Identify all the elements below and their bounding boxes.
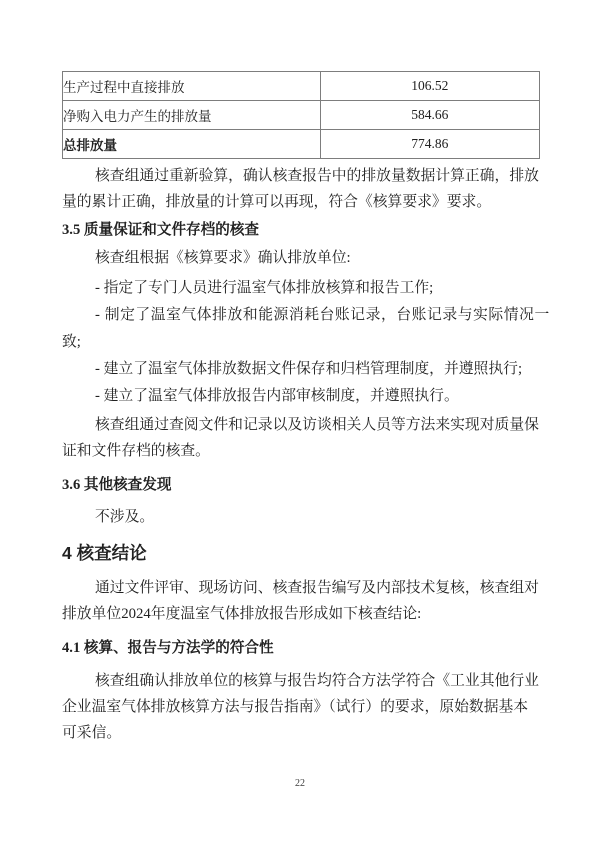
emissions-table bbox=[62, 71, 540, 159]
table-row-total bbox=[63, 130, 540, 159]
table-cell-label: 生产过程中直接排放 bbox=[63, 72, 321, 101]
paragraph-line: 量的累计正确，排放量的计算可以再现，符合《核算要求》要求。 bbox=[62, 194, 492, 210]
table-cell-value: 584.66 bbox=[320, 101, 540, 130]
paragraph-line: 通过文件评审、现场访问、核查报告编写及内部技术复核，核查组对 bbox=[95, 580, 539, 596]
paragraph-line: 核查组确认排放单位的核算与报告均符合方法学符合《工业其他行业 bbox=[95, 673, 539, 689]
paragraph-line: 核查组通过重新验算，确认核查报告中的排放量数据计算正确，排放 bbox=[95, 168, 539, 184]
chapter-heading-4: 4 核查结论 bbox=[62, 543, 147, 563]
list-item: - 指定了专门人员进行温室气体排放核算和报告工作; bbox=[95, 280, 434, 296]
section-heading-3-5: 3.5 质量保证和文件存档的核查 bbox=[62, 222, 260, 238]
paragraph-conclusion bbox=[62, 575, 540, 627]
paragraph-recheck bbox=[62, 163, 540, 215]
section-heading-4-1: 4.1 核算、报告与方法学的符合性 bbox=[62, 640, 274, 656]
page-number: 22 bbox=[295, 778, 305, 789]
list-item: - 制定了温室气体排放和能源消耗台账记录，台账记录与实际情况一 bbox=[95, 307, 550, 323]
list-item: - 建立了温室气体排放报告内部审核制度，并遵照执行。 bbox=[95, 388, 459, 404]
paragraph-line: 企业温室气体排放核算方法与报告指南》（试行）的要求，原始数据基本 bbox=[62, 699, 529, 715]
section-heading-3-6: 3.6 其他核查发现 bbox=[62, 477, 172, 493]
paragraph-basis: 核查组根据《核算要求》确认排放单位: bbox=[95, 250, 351, 266]
table-cell-label: 总排放量 bbox=[63, 130, 321, 159]
page-body bbox=[62, 0, 550, 746]
paragraph-line: 可采信。 bbox=[62, 725, 122, 741]
checklist bbox=[62, 275, 550, 410]
paragraph-line: 核查组通过查阅文件和记录以及访谈相关人员等方法来实现对质量保 bbox=[95, 417, 539, 433]
paragraph-method bbox=[62, 412, 540, 464]
table-cell-label: 净购入电力产生的排放量 bbox=[63, 101, 321, 130]
table-row bbox=[63, 72, 540, 101]
paragraph-line: 证和文件存档的核查。 bbox=[62, 443, 210, 459]
table-row bbox=[63, 101, 540, 130]
list-item: - 建立了温室气体排放数据文件保存和归档管理制度，并遵照执行; bbox=[95, 361, 523, 377]
paragraph-compliance bbox=[62, 668, 540, 746]
paragraph-none: 不涉及。 bbox=[95, 509, 155, 525]
list-item-continuation: 致; bbox=[62, 334, 81, 350]
table-cell-value: 106.52 bbox=[320, 72, 540, 101]
table-cell-value: 774.86 bbox=[320, 130, 540, 159]
paragraph-line: 排放单位2024年度温室气体排放报告形成如下核查结论: bbox=[62, 606, 422, 622]
